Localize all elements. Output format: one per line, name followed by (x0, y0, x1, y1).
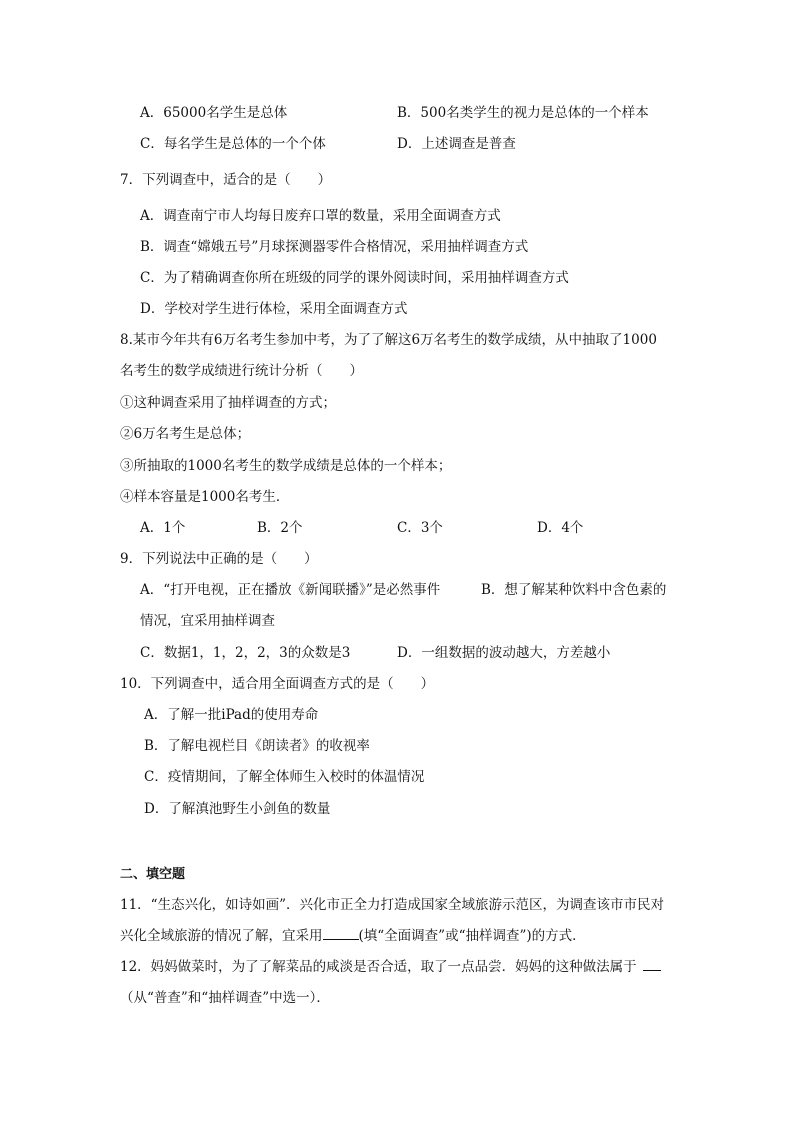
q8-statement-3: ③所抽取的1000名考生的数学成绩是总体的一个样本； (120, 458, 452, 474)
q6-option-b: B．500名类学生的视力是总体的一个样本 (397, 105, 649, 121)
q6-option-a: A．65000名学生是总体 (140, 105, 288, 121)
q7-option-b: B．调查“嫦娥五号”月球探测器零件合格情况，采用抽样调查方式 (140, 239, 529, 255)
section-title-fill-in: 二、填空题 (120, 867, 186, 882)
q7-option-c: C．为了精确调查你所在班级的同学的课外阅读时间，采用抽样调查方式 (140, 270, 569, 286)
q9-option-a: A．“打开电视，正在播放《新闻联播》”是必然事件 (140, 582, 441, 598)
q6-option-d: D．上述调查是普查 (397, 136, 516, 152)
q8-option-a: A．1个 (140, 520, 186, 536)
q7-option-a: A．调查南宁市人均每日废弃口罩的数量，采用全面调查方式 (140, 208, 501, 224)
q9-stem: 9．下列说法中正确的是（ ） (120, 551, 318, 567)
q12-line2: （从“普查”和“抽样调查”中选一）． (120, 990, 330, 1006)
q6-option-c: C．每名学生是总体的一个个体 (140, 136, 326, 152)
q9-option-c: C．数据1，1，2，2，3的众数是3 (140, 645, 351, 661)
q10-option-d: D．了解滇池野生小剑鱼的数量 (144, 801, 331, 817)
q11-text-before-blank: 兴化全域旅游的情况了解，宜采用 (120, 928, 323, 944)
q8-option-d: D．4个 (537, 520, 584, 536)
q8-option-b: B．2个 (257, 520, 303, 536)
q12-text-before-blank: 12．妈妈做菜时，为了了解菜品的咸淡是否合适，取了一点品尝．妈妈的这种做法属于 (120, 959, 637, 975)
q8-stem-line2: 名考生的数学成绩进行统计分析（ ） (120, 363, 363, 379)
q9-option-b-line2: 情况，宜采用抽样调查 (140, 613, 275, 629)
q7-option-d: D．学校对学生进行体检，采用全面调查方式 (140, 301, 408, 317)
q12-line1 (120, 958, 661, 976)
q10-option-c: C．疫情期间，了解全体师生入校时的体温情况 (144, 769, 425, 785)
q11-answer-blank[interactable] (323, 927, 359, 940)
q11-text-after-blank: (填“全面调查”或“抽样调查”)的方式． (358, 928, 586, 944)
q8-option-c: C．3个 (397, 520, 443, 536)
q10-option-a: A．了解一批iPad的使用寿命 (144, 707, 319, 723)
q10-option-b: B．了解电视栏目《朗读者》的收视率 (144, 738, 370, 754)
q9-option-b-line1: B．想了解某种饮料中含色素的 (481, 582, 667, 598)
q8-statement-2: ②6万名考生是总体； (120, 426, 251, 442)
q12-answer-blank[interactable] (643, 958, 661, 971)
q8-statement-1: ①这种调查采用了抽样调查的方式； (120, 395, 336, 411)
q11-line2 (120, 927, 586, 945)
q8-stem-line1: 8.某市今年共有6万名考生参加中考，为了了解这6万名考生的数学成绩，从中抽取了1000 (120, 332, 657, 348)
q8-statement-4: ④样本容量是1000名考生． (120, 489, 290, 505)
q10-stem: 10．下列调查中，适合用全面调查方式的是（ ） (120, 676, 435, 692)
q9-option-d: D．一组数据的波动越大，方差越小 (397, 645, 611, 661)
q11-line1: 11．“生态兴化，如诗如画”．兴化市正全力打造成国家全域旅游示范区，为调查该市市民对 (120, 897, 664, 913)
q7-stem: 7．下列调查中，适合的是（ ） (120, 172, 332, 188)
